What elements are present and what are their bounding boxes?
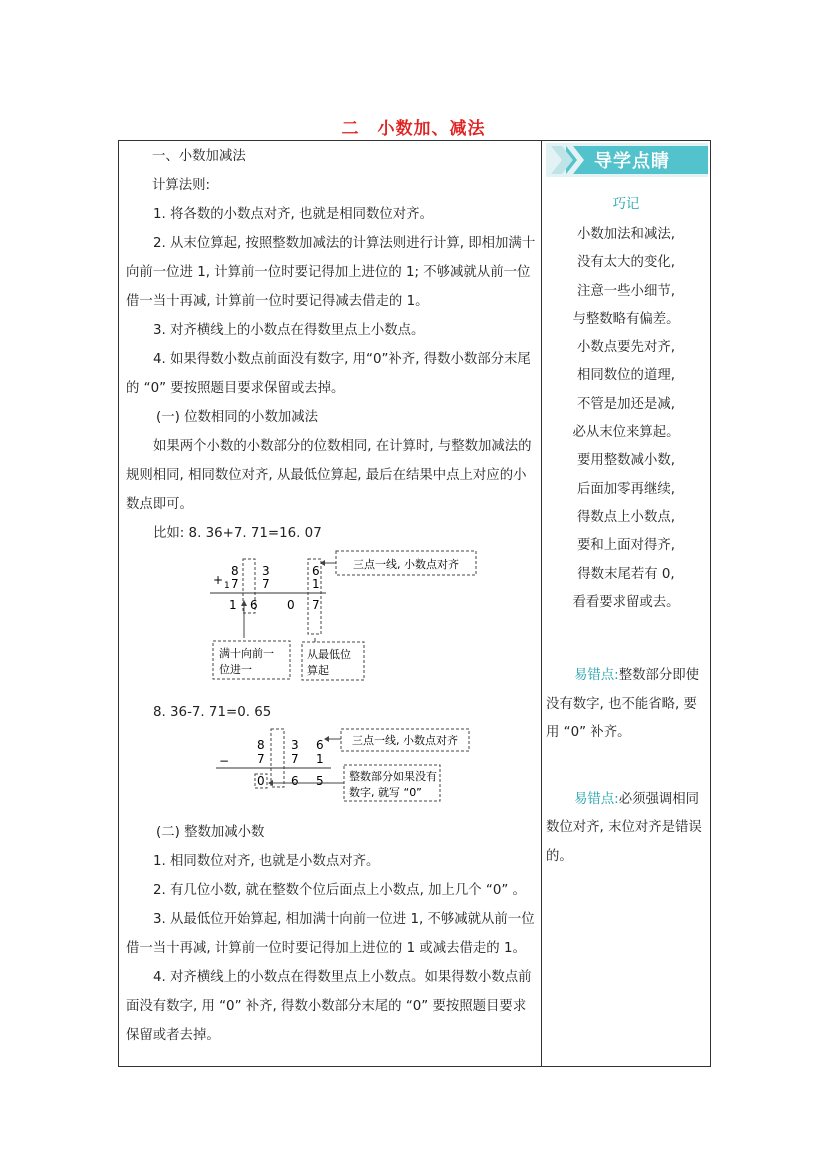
poem-line: 必从末位来算起。 xyxy=(572,425,680,441)
section-heading: 一、小数加减法 xyxy=(152,149,246,164)
d2-box-bottom-2: 数字, 就写 “0” xyxy=(349,786,422,799)
poem-line: 没有太大的变化, xyxy=(577,255,675,271)
error-note-2 xyxy=(546,786,706,872)
poem-line: 小数加法和减法, xyxy=(577,227,675,242)
d1-res4: 7 xyxy=(312,598,320,612)
d2-r2c1: 7 xyxy=(257,752,265,766)
rules-label: 计算法则: xyxy=(152,178,211,193)
subsection-text-1: 如果两个小数的小数部分的位数相同, 在计算时, 与整数加减法的规则相同, 相同数位对齐, 从最低位算起, 最后在结果中点上对应的小数点即可。 xyxy=(126,439,532,512)
subtraction-diagram xyxy=(126,727,536,818)
rule-4: 4. 如果得数小数点前面没有数字, 用“0”补齐, 得数小数部分末尾的 “0” 要按照题目要求保留或去掉。 xyxy=(126,352,531,396)
s2-rule-1: 1. 相同数位对齐, 也就是小数点对齐。 xyxy=(153,854,380,869)
addition-diagram-svg xyxy=(126,548,536,698)
poem-line: 要和上面对得齐, xyxy=(577,538,675,554)
mnemonic-poem xyxy=(546,221,706,617)
d1-box-right-2: 算起 xyxy=(307,664,329,677)
d2-r2c2: 7 xyxy=(291,752,299,766)
addition-diagram xyxy=(126,548,536,698)
example-addition: 比如: 8. 36+7. 71=16. 07 xyxy=(153,526,322,541)
poem-line: 得数点上小数点, xyxy=(577,509,675,525)
banner-title: 导学点睛 xyxy=(594,151,670,172)
page-title: 二 小数加、减法 xyxy=(341,119,486,139)
poem-line: 得数末尾若有 0, xyxy=(577,566,675,582)
subtraction-diagram-svg xyxy=(126,727,536,818)
s2-rule-3: 3. 从最低位开始算起, 相加满十向前一位进 1, 不够减就从前一位借一当十再减, 计算前一位时要记得加上进位的 1 或减去借走的 1。 xyxy=(126,912,535,956)
d1-res2: 6 xyxy=(250,598,258,612)
poem-line: 不管是加还是减, xyxy=(577,396,675,412)
d1-r1c2: 3 xyxy=(262,564,270,578)
note-2-label: 易错点: xyxy=(574,791,619,807)
example-subtraction: 8. 36-7. 71=0. 65 xyxy=(153,705,272,720)
poem-line: 与整数略有偏差。 xyxy=(572,311,680,327)
d1-res1: 1 xyxy=(229,598,237,612)
s2-rule-2: 2. 有几位小数, 就在整数个位后面点上小数点, 加上几个 “0” 。 xyxy=(153,883,526,898)
poem-line: 注意一些小细节, xyxy=(577,283,675,299)
d1-box-left-1: 满十向前一 xyxy=(219,647,274,660)
main-column xyxy=(126,142,536,1050)
d1-r1c1: 8 xyxy=(231,564,239,578)
d1-r1c3: 6 xyxy=(312,564,320,578)
d2-res3: 5 xyxy=(316,774,324,788)
d2-r1c2: 3 xyxy=(291,738,299,752)
d1-carry: 1 xyxy=(224,581,230,591)
column-divider xyxy=(541,140,542,1066)
rule-3: 3. 对齐横线上的小数点在得数里点上小数点。 xyxy=(153,323,425,338)
rule-2: 2. 从末位算起, 按照整数加减法的计算法则进行计算, 即相加满十向前一位进 1, 计算前一位时要记得加上进位的 1; 不够减就从前一位借一当十再减, 计算前一位时要记得减去借走的 1。 xyxy=(126,236,536,309)
diagram1-box-top: 三点一线, 小数点对齐 xyxy=(353,558,459,571)
d1-sign: + xyxy=(213,573,224,587)
d1-box-right-1: 从最低位 xyxy=(307,648,351,661)
rule-1: 1. 将各数的小数点对齐, 也就是相同数位对齐。 xyxy=(153,207,433,222)
d1-r2c1: 7 xyxy=(231,577,239,591)
tip-heading: 巧记 xyxy=(612,197,640,212)
note-1-text: 整数部分即使没有数字, 也不能省略, 要用 “0” 补齐。 xyxy=(546,668,700,741)
d2-res2: 6 xyxy=(291,774,299,788)
d1-r2c2: 7 xyxy=(262,577,270,591)
note-1-label: 易错点: xyxy=(574,668,619,684)
s2-rule-4: 4. 对齐横线上的小数点在得数里点上小数点。如果得数小数点前面没有数字, 用 “0” 补齐, 得数小数部分末尾的 “0” 要按照题目要求保留或者去掉。 xyxy=(126,970,532,1043)
poem-line: 看看要求留或去。 xyxy=(572,594,680,610)
diagram2-box-top: 三点一线, 小数点对齐 xyxy=(352,734,458,747)
d2-r1c3: 6 xyxy=(316,738,324,752)
d1-box-left-2: 位进一 xyxy=(219,663,252,676)
d2-r2c3: 1 xyxy=(316,752,324,766)
poem-line: 相同数位的道理, xyxy=(577,368,675,384)
subsection-heading-2: (二) 整数加减小数 xyxy=(156,825,265,840)
error-note-1 xyxy=(546,662,706,748)
d2-r1c1: 8 xyxy=(257,738,265,752)
poem-line: 小数点要先对齐, xyxy=(577,340,675,356)
guide-banner xyxy=(546,143,708,177)
d2-box-bottom-1: 整数部分如果没有 xyxy=(349,770,437,783)
d1-r2c3: 1 xyxy=(312,577,320,591)
d1-res3: 0 xyxy=(287,598,295,612)
poem-line: 后面加零再继续, xyxy=(577,481,675,497)
subsection-heading-1: (一) 位数相同的小数加减法 xyxy=(156,410,319,425)
poem-line: 要用整数减小数, xyxy=(577,453,675,469)
note-2-text: 必须强调相同数位对齐, 末位对齐是错误的。 xyxy=(546,791,702,864)
side-column xyxy=(546,143,706,871)
d2-res1: 0 xyxy=(257,774,265,788)
d2-sign: − xyxy=(219,754,230,768)
